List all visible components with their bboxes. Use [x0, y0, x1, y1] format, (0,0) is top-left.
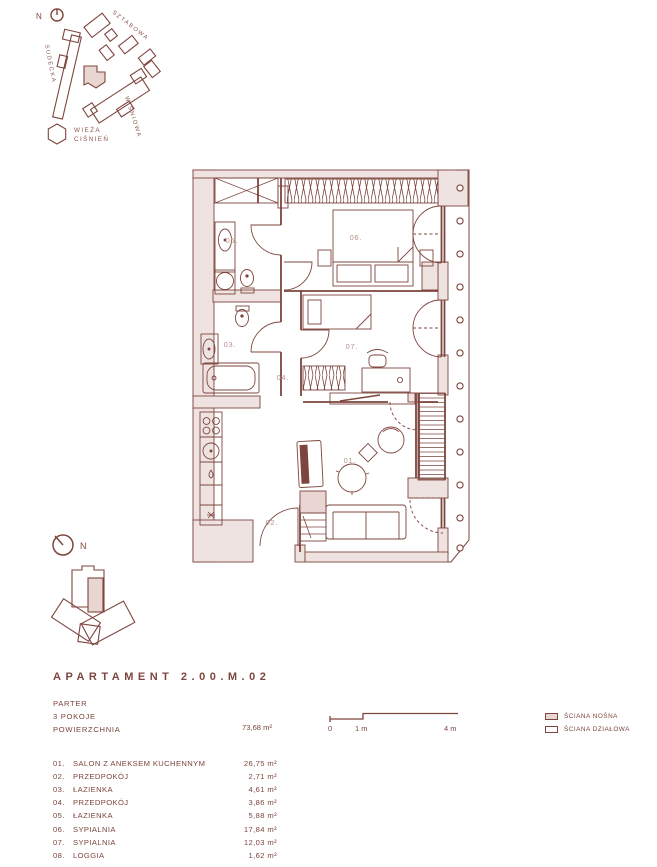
room-list-row: [53, 796, 277, 809]
room-num: 02.: [53, 772, 65, 782]
floor-label: PARTER: [53, 699, 88, 708]
room-num: 06.: [53, 824, 65, 834]
label-room-03: 03.: [223, 340, 237, 349]
street-sztabowa: SZTABOWA: [110, 9, 150, 43]
room-area: 4,61 m²: [248, 785, 277, 795]
scale-1m: 1 m: [355, 724, 368, 733]
room-area: 12,03 m²: [243, 837, 277, 847]
area-value: 73,68 m²: [242, 723, 272, 732]
room-name: SALON Z ANEKSEM KUCHENNYM: [73, 759, 206, 769]
label-room-02: 02.: [265, 518, 279, 527]
room-num: 01.: [53, 759, 65, 769]
scale-bar: [328, 714, 458, 734]
apartment-title: APARTAMENT 2.00.M.02: [53, 671, 271, 683]
landmark-line2: CIŚNIEŃ: [74, 136, 110, 143]
room-area: 2,71 m²: [248, 772, 277, 782]
room-list-row: [53, 783, 277, 796]
room-name: LOGGIA: [73, 850, 105, 860]
room-name: ŁAZIENKA: [73, 811, 113, 821]
room-num: 04.: [53, 798, 65, 808]
apartment-meta: [53, 697, 120, 737]
site-plan: [36, 9, 160, 144]
compass-icon-2: [53, 535, 73, 555]
room-area: 17,84 m²: [243, 824, 277, 834]
scale-4m: 4 m: [444, 724, 457, 733]
room-name: ŁAZIENKA: [73, 785, 113, 795]
orientation-block: [52, 535, 135, 645]
room-list-row: [53, 757, 277, 770]
room-name: PRZEDPOKÓJ: [73, 772, 129, 782]
room-list-row: [53, 836, 277, 849]
rooms-count-label: 3 POKOJE: [53, 712, 96, 722]
legend-load-bearing: [545, 710, 630, 723]
room-num: 05.: [53, 811, 65, 821]
label-room-01: 01.: [343, 456, 357, 465]
bathroom-05-fixtures: [215, 222, 254, 294]
room-num: 07.: [53, 837, 65, 847]
legend-partition: [545, 723, 630, 736]
label-room-04: 04.: [276, 373, 290, 382]
building-footprint: [52, 566, 135, 645]
load-bearing-label: ŚCIANA NOŚNA: [564, 713, 618, 720]
room-list-row: [53, 849, 277, 862]
water-tower-icon: [48, 124, 65, 144]
room-name: SYPIALNIA: [73, 837, 116, 847]
partition-label: ŚCIANA DZIAŁOWA: [564, 726, 630, 733]
label-room-05: 05.: [225, 236, 239, 245]
fence-posts: [457, 185, 463, 551]
living-room-furniture: [297, 427, 406, 541]
room-area: 26,75 m²: [243, 759, 277, 769]
compass-icon: [51, 9, 63, 21]
room-list-row: [53, 809, 277, 822]
loggia-deck: [418, 393, 445, 480]
label-room-07: 07.: [345, 342, 359, 351]
load-bearing-swatch: [545, 713, 558, 720]
area-label: POWIERZCHNIA: [53, 725, 121, 735]
room-name: PRZEDPOKÓJ: [73, 798, 129, 808]
room-list: [53, 757, 277, 862]
floor-plan: [193, 170, 469, 562]
partition-swatch: [545, 726, 558, 733]
wall-legend: [545, 710, 630, 736]
room-num: 08.: [53, 850, 65, 860]
room-list-row: [53, 822, 277, 835]
highlighted-unit: [84, 66, 105, 88]
room-name: SYPIALNIA: [73, 824, 116, 834]
room-area: 5,88 m²: [248, 811, 277, 821]
highlighted-unit-2: [88, 578, 103, 612]
landmark-line1: WIEŻA: [74, 127, 101, 134]
street-sudecka: SUDECKA: [43, 44, 57, 84]
north-label: N: [36, 12, 42, 21]
label-room-06: 06.: [349, 233, 363, 242]
room-area: 3,86 m²: [248, 798, 277, 808]
north-label-2: N: [80, 541, 87, 551]
room-num: 03.: [53, 785, 65, 795]
terrace-boundary: [448, 170, 469, 562]
room-area: 1,62 m²: [248, 850, 277, 860]
scale-0: 0: [328, 724, 333, 733]
room-list-row: [53, 770, 277, 783]
street-wisniowa: WIŚNIOWA: [123, 95, 143, 139]
